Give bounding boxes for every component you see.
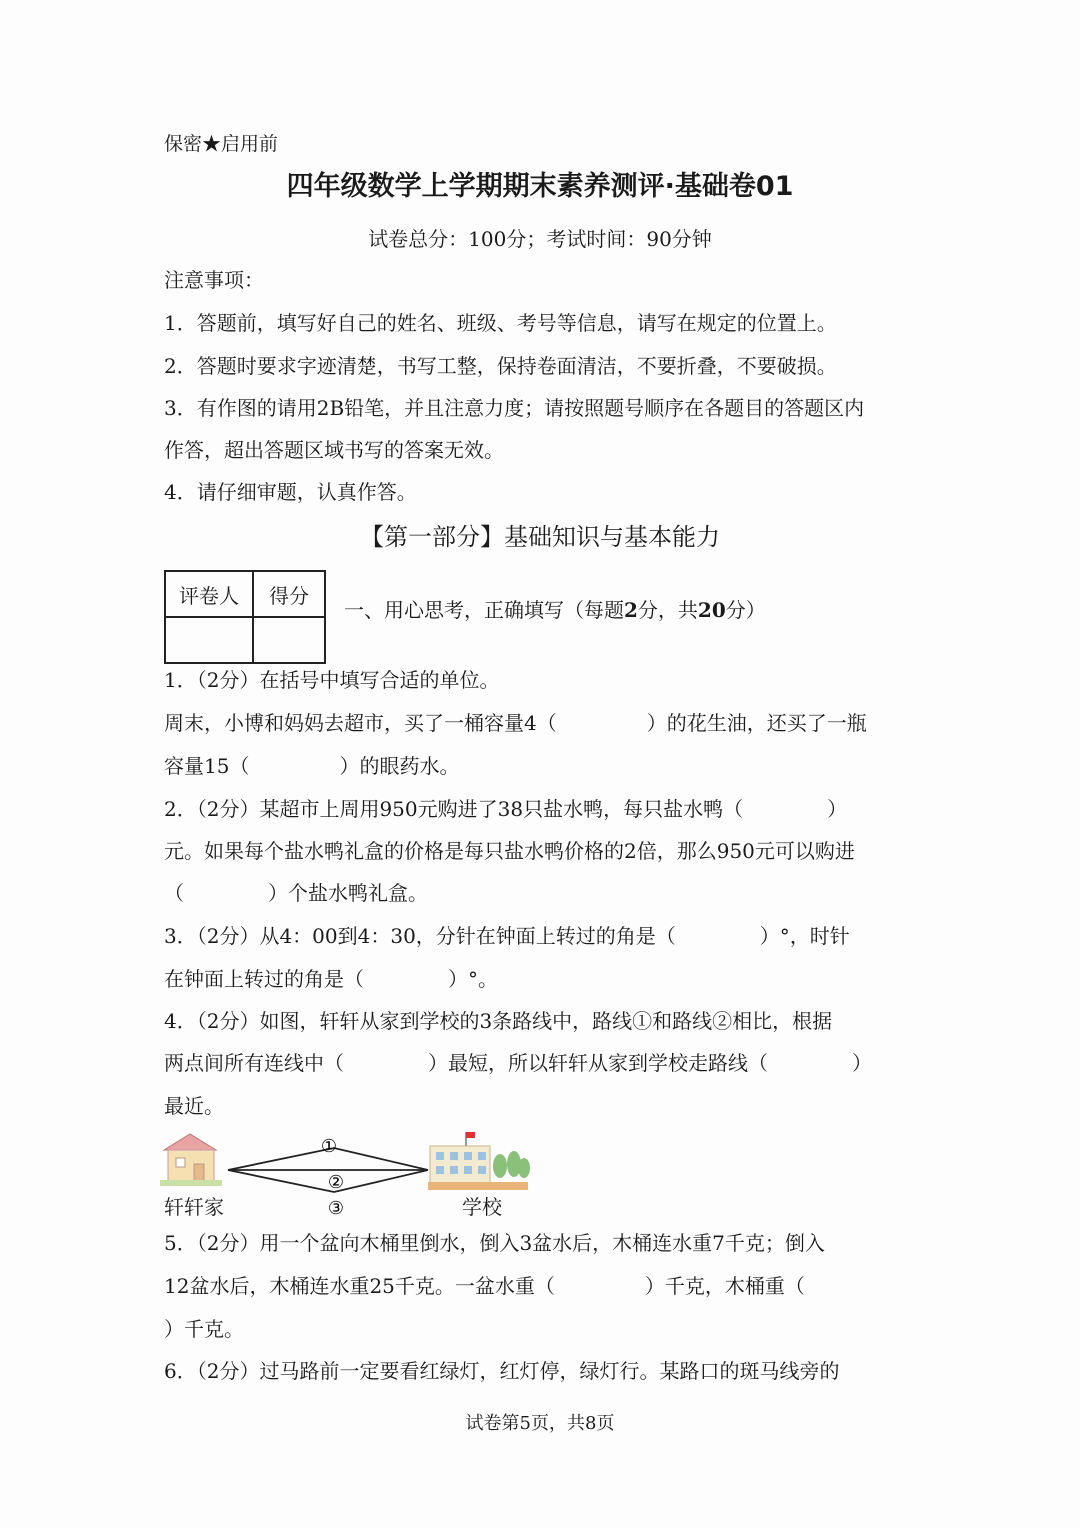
question-text: 容量15（ bbox=[164, 754, 250, 778]
question-2-line: 元。如果每个盐水鸭礼盒的价格是每只盐水鸭价格的2倍，那么950元可以购进 bbox=[164, 839, 855, 863]
question-text: ）的眼药水。 bbox=[339, 754, 460, 778]
question-text: 3．（2分）从4：00到4：30，分针在钟面上转过的角是（ bbox=[164, 924, 676, 948]
question-text: ） bbox=[827, 797, 848, 821]
question-text: 2．（2分）某超市上周用950元购进了38只盐水鸭，每只盐水鸭（ bbox=[164, 797, 744, 821]
exam-info: 试卷总分：100分；考试时间：90分钟 bbox=[368, 227, 712, 251]
question-1-line bbox=[164, 709, 867, 737]
confidential-mark: 保密★启用前 bbox=[164, 133, 279, 155]
question-3-line bbox=[164, 922, 850, 950]
question-1-line bbox=[164, 752, 459, 780]
score-header: 得分 bbox=[253, 571, 325, 617]
question-text: 12盆水后，木桶连水重25千克。一盆水重（ bbox=[164, 1274, 555, 1298]
notice-heading: 注意事项： bbox=[164, 268, 264, 292]
notice-item: 2．答题时要求字迹清楚，书写工整，保持卷面清洁，不要折叠，不要破损。 bbox=[164, 354, 837, 378]
question-2-line bbox=[164, 795, 847, 823]
question-3-line bbox=[164, 965, 498, 993]
part1-heading bbox=[344, 596, 766, 624]
question-text: ）的花生油，还买了一瓶 bbox=[646, 711, 867, 735]
notice-item: 作答，超出答题区域书写的答案无效。 bbox=[164, 438, 504, 462]
section-title: 【第一部分】基础知识与基本能力 bbox=[360, 523, 720, 551]
question-text: 两点间所有连线中（ bbox=[164, 1051, 344, 1075]
question-text: ）°，时针 bbox=[759, 924, 850, 948]
question-2-line bbox=[164, 879, 428, 907]
question-text: ）最短，所以轩轩从家到学校走路线（ bbox=[428, 1051, 768, 1075]
question-text: ） bbox=[852, 1051, 872, 1075]
question-text: ）个盐水鸭礼盒。 bbox=[268, 881, 428, 905]
question-5-line: 5．（2分）用一个盆向木桶里倒水，倒入3盆水后，木桶连水重7千克；倒入 bbox=[164, 1231, 825, 1255]
question-text: ）°。 bbox=[448, 967, 498, 991]
question-1-stem: 1．（2分）在括号中填写合适的单位。 bbox=[164, 668, 500, 692]
school-label: 学校 bbox=[462, 1195, 502, 1219]
question-text: （ bbox=[164, 881, 184, 905]
school-icon bbox=[428, 1132, 530, 1190]
question-5-line bbox=[164, 1272, 805, 1300]
part1-per-score: 2 bbox=[624, 598, 638, 622]
part1-text: 分，共 bbox=[637, 598, 698, 622]
grader-header: 评卷人 bbox=[165, 571, 253, 617]
part1-text: 分） bbox=[725, 598, 766, 622]
score-cell[interactable] bbox=[253, 617, 325, 663]
grade-table bbox=[164, 570, 326, 664]
question-text: ）千克，木桶重（ bbox=[644, 1274, 805, 1298]
home-label: 轩轩家 bbox=[164, 1195, 224, 1219]
route-label-2: ② bbox=[327, 1172, 345, 1193]
route-label-1: ① bbox=[320, 1136, 338, 1157]
question-4-line bbox=[164, 1049, 872, 1077]
notice-item: 4．请仔细审题，认真作答。 bbox=[164, 480, 417, 504]
notice-item: 3．有作图的请用2B铅笔，并且注意力度；请按照题号顺序在各题目的答题区内 bbox=[164, 396, 865, 420]
question-text: 在钟面上转过的角是（ bbox=[164, 967, 364, 991]
house-icon bbox=[160, 1134, 222, 1186]
question-4-line: 4．（2分）如图，轩轩从家到学校的3条路线中，路线①和路线②相比，根据 bbox=[164, 1009, 833, 1033]
question-text: 周末，小博和妈妈去超市，买了一桶容量4（ bbox=[164, 711, 557, 735]
question-6-line: 6．（2分）过马路前一定要看红绿灯，红灯停，绿灯行。某路口的斑马线旁的 bbox=[164, 1359, 840, 1383]
page-footer: 试卷第5页，共8页 bbox=[465, 1413, 615, 1434]
route-label-3: ③ bbox=[327, 1198, 345, 1219]
part1-text: 一、用心思考，正确填写（每题 bbox=[344, 598, 624, 622]
question-5-line: ）千克。 bbox=[164, 1317, 244, 1341]
question-4-line: 最近。 bbox=[164, 1094, 224, 1118]
part1-total-score: 20 bbox=[697, 598, 726, 622]
notice-item: 1．答题前，填写好自己的姓名、班级、考号等信息，请写在规定的位置上。 bbox=[164, 311, 837, 335]
grader-cell[interactable] bbox=[165, 617, 253, 663]
page-title: 四年级数学上学期期末素养测评·基础卷01 bbox=[286, 171, 794, 202]
